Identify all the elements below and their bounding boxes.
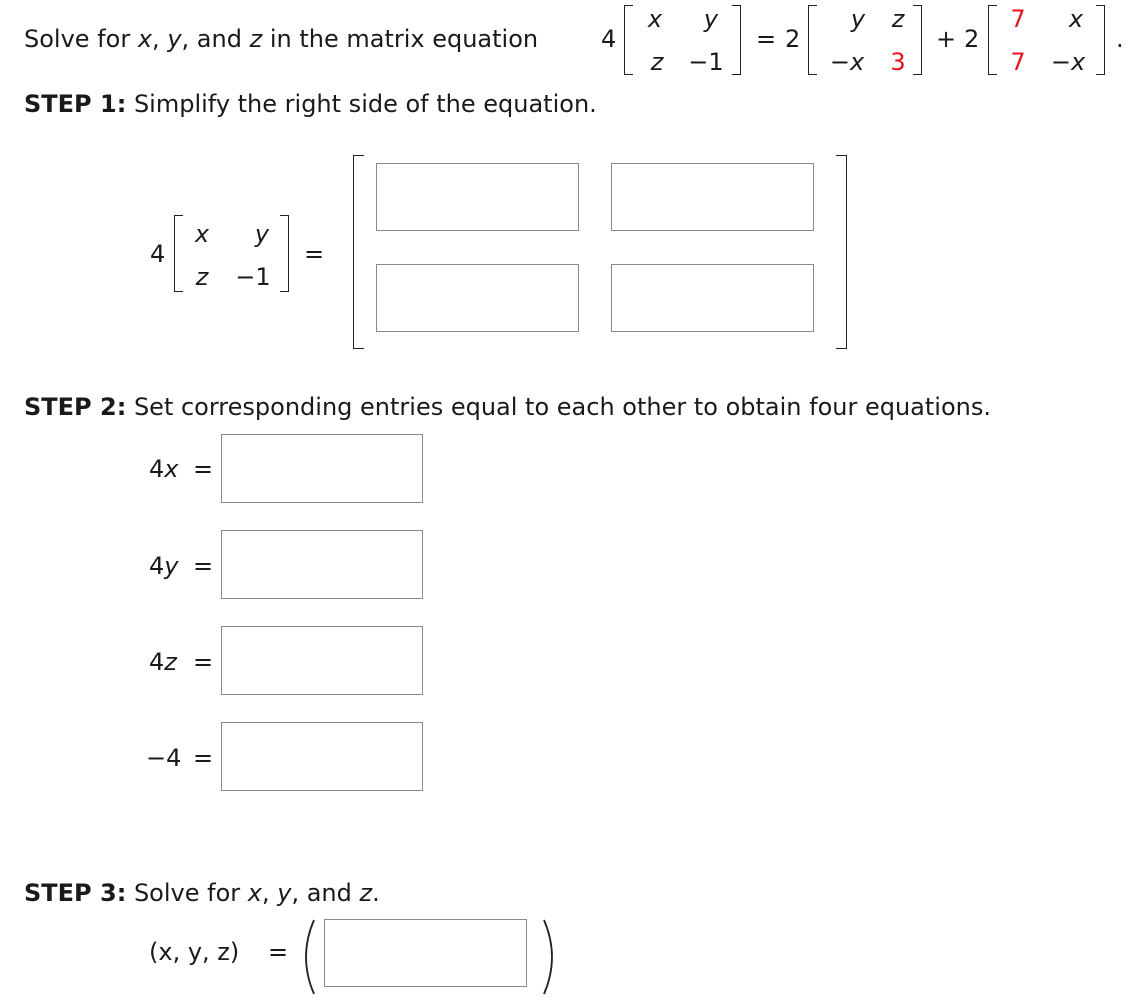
bracket-right (280, 215, 289, 292)
eq-equals: = (193, 552, 214, 580)
step1-equals: = (304, 240, 325, 268)
var-z: z (359, 879, 373, 907)
matrix-cell: −1 (235, 263, 271, 291)
coef-right: 2 (964, 25, 980, 53)
tuple-equals: = (268, 938, 289, 966)
answer-input-r1c2[interactable] (611, 163, 814, 231)
var-x: x (137, 25, 153, 53)
eq-lhs (149, 648, 177, 676)
step2-text: Set corresponding entries equal to each other to obtain four equations. (133, 393, 991, 421)
matrix-cell: x (647, 5, 663, 33)
coef-left: 4 (601, 25, 617, 53)
eq-coef: 4 (149, 648, 165, 676)
answer-input-r2c2[interactable] (611, 264, 814, 332)
eq-lhs (149, 455, 178, 483)
matrix-cell: −x (1050, 48, 1086, 76)
solution-input[interactable] (324, 919, 527, 987)
matrix-cell-highlight: 3 (890, 48, 906, 76)
bracket-right (913, 5, 922, 75)
bracket-left (808, 5, 817, 75)
step2-label: STEP 2: (24, 393, 127, 421)
bracket-left (353, 155, 364, 349)
bracket-left (624, 5, 633, 75)
var-z: z (249, 25, 263, 53)
step3-heading (24, 879, 380, 907)
bracket-left (174, 215, 183, 292)
bracket-left (988, 5, 997, 75)
problem-statement (24, 25, 538, 53)
equation-input-x[interactable] (221, 434, 423, 503)
step1-coef: 4 (150, 240, 166, 268)
eq-equals: = (193, 648, 214, 676)
period: . (372, 879, 380, 907)
step2-heading (24, 393, 991, 421)
var-x: x (247, 879, 262, 907)
equation-input-const[interactable] (221, 722, 423, 791)
problem-suffix: in the matrix equation (269, 25, 539, 53)
var-y: y (167, 25, 182, 53)
matrix-cell: y (850, 5, 866, 33)
answer-input-r1c1[interactable] (376, 163, 579, 231)
plus-sign: + (936, 25, 957, 53)
matrix-cell: z (195, 263, 209, 291)
matrix-cell-highlight: 7 (1010, 48, 1026, 76)
eq-lhs (146, 744, 181, 772)
comma-and: , and (291, 879, 352, 907)
eq-equals: = (193, 744, 214, 772)
matrix-cell: x (194, 220, 210, 248)
eq-lhs (149, 552, 178, 580)
step1-heading (24, 90, 597, 118)
eq-var: z (164, 648, 177, 676)
problem-prefix: Solve for (24, 25, 131, 53)
eq-coef: −4 (146, 744, 182, 772)
step1-text: Simplify the right side of the equation. (133, 90, 597, 118)
matrix-cell: x (1068, 5, 1084, 33)
matrix-cell-highlight: 7 (1010, 5, 1026, 33)
paren-right (540, 918, 562, 996)
var-y: y (277, 879, 292, 907)
eq-equals: = (193, 455, 214, 483)
matrix-cell: y (703, 5, 719, 33)
step3-text: Solve for (133, 879, 241, 907)
eq-coef: 4 (149, 552, 165, 580)
step3-label: STEP 3: (24, 879, 127, 907)
comma-and: , and (181, 25, 242, 53)
tuple-label: (x, y, z) (149, 938, 240, 966)
step1-label: STEP 1: (24, 90, 127, 118)
eq-var: y (164, 552, 179, 580)
eq-coef: 4 (149, 455, 165, 483)
matrix-cell: y (254, 220, 270, 248)
matrix-cell: z (650, 48, 664, 76)
equation-input-y[interactable] (221, 530, 423, 599)
comma: , (152, 25, 160, 53)
comma: , (261, 879, 270, 907)
matrix-cell: −1 (688, 48, 724, 76)
bracket-right (1096, 5, 1105, 75)
matrix-cell: −x (829, 48, 865, 76)
period: . (1116, 25, 1124, 53)
eq-var: x (164, 455, 179, 483)
paren-left (296, 918, 318, 996)
answer-input-r2c1[interactable] (376, 264, 579, 332)
equals-sign: = (756, 25, 777, 53)
coef-mid: 2 (785, 25, 801, 53)
bracket-right (836, 155, 847, 349)
matrix-cell: z (891, 5, 905, 33)
bracket-right (732, 5, 741, 75)
equation-input-z[interactable] (221, 626, 423, 695)
